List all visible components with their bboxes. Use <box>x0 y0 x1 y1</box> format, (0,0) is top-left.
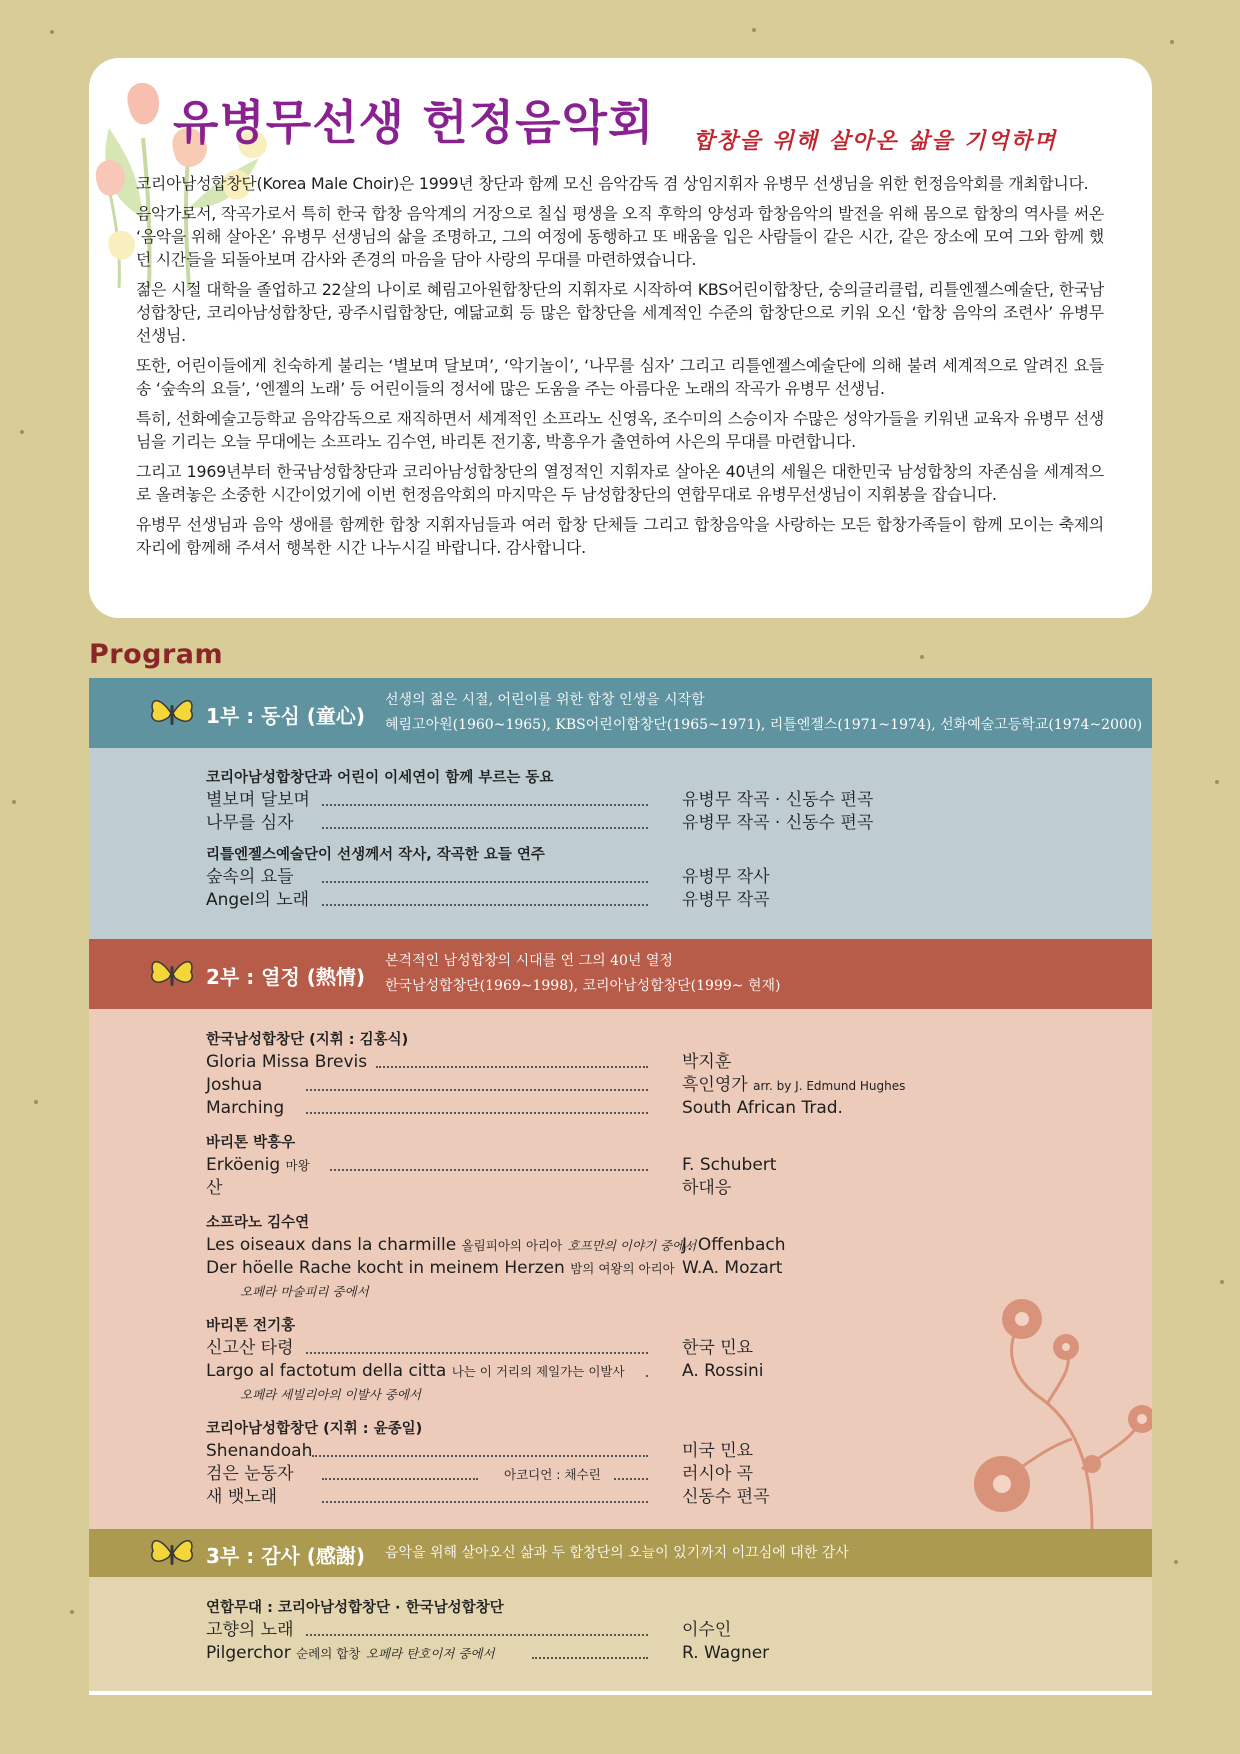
part1-body <box>89 748 1152 939</box>
program-item <box>206 1463 1006 1486</box>
piece-title: 산 <box>206 1178 223 1198</box>
butterfly-icon <box>149 954 195 994</box>
group-title: 바리톤 전기홍 <box>206 1318 296 1334</box>
intro-paragraph: 유병무 선생님과 음악 생애를 함께한 합창 지휘자님들과 여러 합창 단체들 그리고 합창음악을 사랑하는 모든 합창가족들이 함께 모이는 축제의 자리에 함께해 주셔서 행복한 시간 나누시길 바랍니다. 감사합니다. <box>136 515 1104 557</box>
group-title: 한국남성합창단 (지휘 : 김홍식) <box>206 1032 409 1048</box>
piece-subtitle: 마왕 <box>285 1158 310 1173</box>
composer: South African Trad. <box>682 1098 843 1118</box>
piece-title-text: Largo al factotum della citta <box>206 1361 447 1381</box>
paper-speck <box>1174 1560 1178 1564</box>
part1-title: 1부 : 동심 (童心) <box>206 704 366 728</box>
piece-title <box>206 1234 696 1257</box>
piece-title: 숲속의 요들 <box>206 867 294 887</box>
intro-paragraph: 또한, 어린이들에게 친숙하게 불리는 ‘별보며 달보며’, ‘악기놀이’, ‘나무를 심자’ 그리고 리틀엔젤스예술단에 의해 불려 세계적으로 알려진 요들송 ‘숲속의 요들’, ‘엔젤의 노래’ 등 어린이들의 정서에 많은 도움을 주는 아름다운 노래의 작곡가 유병무 선생님. <box>136 356 1104 398</box>
butterfly-icon <box>149 693 195 733</box>
group-title: 바리톤 박흥우 <box>206 1135 296 1151</box>
part3-description: 음악을 위해 살아오신 삶과 두 합창단의 오늘이 있기까지 이끄심에 대한 감사 <box>385 1545 849 1561</box>
paper-speck <box>752 28 756 32</box>
concert-subtitle: 합창을 위해 살아온 삶을 기억하며 <box>693 128 1058 154</box>
intro-paragraph: 젊은 시절 대학을 졸업하고 22살의 나이로 혜림고아원합창단의 지휘자로 시작하여 KBS어린이합창단, 숭의글리클럽, 리틀엔젤스예술단, 한국남성합창단, 코리아남성합창단, 광주시립합창단, 예닮교회 등 많은 합창단을 세계적인 수준의 합창단으로 키워 오신 ‘합창 음악의 조련사’ 유병무 선생님. <box>136 280 1104 345</box>
program-heading: Program <box>89 639 224 670</box>
piece-title <box>206 1642 495 1665</box>
leader-dots <box>322 804 648 806</box>
piece-title: Marching <box>206 1098 285 1118</box>
intro-paragraph: 음악가로서, 작곡가로서 특히 한국 합창 음악계의 거장으로 칠십 평생을 오직 후학의 양성과 합창음악의 발전을 위해 몸으로 합창의 역사를 써온 ‘음악을 위해 살아온’ 유병무 선생님의 삶을 조명하고, 그의 여정에 동행하고 또 배움을 입은 사람들이 같은 시간, 같은 장소에 모여 그와 함께 했던 시간들을 되돌아보며 감사와 존경의 마음을 담아 사랑의 무대를 마련하였습니다. <box>136 204 1104 269</box>
composer-name: 흑인영가 <box>682 1075 748 1095</box>
piece-title: 고향의 노래 <box>206 1620 294 1640</box>
paper-speck <box>70 1610 74 1614</box>
composer: 미국 민요 <box>682 1441 754 1461</box>
intro-paragraph: 그리고 1969년부터 한국남성합창단과 코리아남성합창단의 열정적인 지휘자로 살아온 40년의 세월은 대한민국 남성합창의 자존심을 세계적으로 올려놓은 소중한 시간이었기에 이번 헌정음악회의 마지막은 두 남성합창단의 연합무대로 유병무선생님이 지휘봉을 잡습니다. <box>136 462 1104 504</box>
composer: J. Offenbach <box>682 1235 786 1255</box>
composer: 유병무 작사 <box>682 867 770 887</box>
program-item <box>206 1257 1006 1280</box>
leader-dots <box>376 1066 648 1068</box>
program-item <box>206 1097 1006 1120</box>
part1-header <box>89 678 1152 748</box>
intro-card <box>89 58 1152 618</box>
part1-history: 혜림고아원(1960~1965), KBS어린이합창단(1965~1971), 리틀엔젤스(1971~1974), 선화예술고등학교(1974~2000) <box>385 717 1143 733</box>
group-title: 연합무대 : 코리아남성합창단 · 한국남성합창단 <box>206 1600 504 1616</box>
group-title: 코리아남성합창단 (지휘 : 윤종일) <box>206 1421 423 1437</box>
piece-subtitle: 나는 이 거리의 제일가는 이발사 <box>451 1364 625 1379</box>
piece-source-note: 오페라 마술피리 중에서 <box>240 1284 369 1299</box>
part3-group <box>206 1597 1006 1665</box>
piece-title: 새 뱃노래 <box>206 1487 278 1507</box>
composer: R. Wagner <box>682 1643 770 1663</box>
piece-source: 호프만의 이야기 중에서 <box>567 1238 697 1253</box>
composer: F. Schubert <box>682 1155 777 1175</box>
part2-groups <box>206 1029 1006 1509</box>
program-item <box>206 1154 1006 1177</box>
composer: 이수인 <box>682 1620 732 1640</box>
program-item <box>206 866 1006 889</box>
part2-section <box>89 939 1152 1529</box>
composer: 한국 민요 <box>682 1338 754 1358</box>
arranger-note: arr. by J. Edmund Hughes <box>753 1079 906 1093</box>
leader-dots <box>322 1501 648 1503</box>
program-item <box>206 1440 1006 1463</box>
program-item <box>206 1051 1006 1074</box>
leader-dots <box>614 1478 648 1480</box>
paper-speck <box>50 30 54 34</box>
composer: 하대응 <box>682 1178 732 1198</box>
paper-speck <box>920 655 924 659</box>
program-item <box>206 1619 1006 1642</box>
paper-speck <box>20 430 24 434</box>
piece-title-text: Pilgerchor <box>206 1643 291 1663</box>
group-title: 리틀엔젤스예술단이 선생께서 작사, 작곡한 요들 연주 <box>206 847 545 863</box>
paper-speck <box>1215 780 1219 784</box>
piece-subtitle: 올림피아의 아리아 <box>461 1238 563 1253</box>
group-title: 코리아남성합창단과 어린이 이세연이 함께 부르는 동요 <box>206 770 554 786</box>
piece-subtitle: 밤의 여왕의 아리아 <box>570 1261 675 1276</box>
leader-dots <box>312 1455 648 1457</box>
part3-body <box>89 1577 1152 1691</box>
composer: 신동수 편곡 <box>682 1487 770 1507</box>
part3-section <box>89 1529 1152 1691</box>
program-box <box>89 678 1152 1695</box>
leader-dots <box>322 1478 478 1480</box>
piece-title-text: Erköenig <box>206 1155 281 1175</box>
piece-source: 오페라 탄호이저 중에서 <box>365 1646 495 1661</box>
leader-dots <box>322 904 648 906</box>
piece-title <box>206 1360 625 1383</box>
part3-title: 3부 : 감사 (感謝) <box>206 1544 366 1568</box>
program-item <box>206 1486 1006 1509</box>
program-item <box>206 1360 1006 1383</box>
program-item <box>206 1177 1006 1200</box>
part1-section <box>89 678 1152 939</box>
composer: 유병무 작곡 · 신동수 편곡 <box>682 813 874 833</box>
part2-title: 2부 : 열정 (熱情) <box>206 965 366 989</box>
piece-title: 검은 눈동자 <box>206 1464 294 1484</box>
paper-speck <box>1170 40 1174 44</box>
leader-dots <box>532 1657 648 1659</box>
piece-source-note: 오페라 세빌리아의 이발사 중에서 <box>240 1387 421 1402</box>
program-item <box>206 889 1006 912</box>
piece-title-text: Les oiseaux dans la charmille <box>206 1235 457 1255</box>
title-row <box>173 80 1133 160</box>
part3-header <box>89 1529 1152 1577</box>
program-item <box>206 812 1006 835</box>
intro-paragraph: 코리아남성합창단(Korea Male Choir)은 1999년 창단과 함께 모신 음악감독 겸 상임지휘자 유병무 선생님을 위한 헌정음악회를 개최합니다. <box>136 174 1089 193</box>
piece-title: Gloria Missa Brevis <box>206 1052 368 1072</box>
intro-body <box>136 172 1104 566</box>
composer: 유병무 작곡 · 신동수 편곡 <box>682 790 874 810</box>
part2-description: 본격적인 남성합창의 시대를 연 그의 40년 열정 <box>385 953 673 969</box>
composer: W.A. Mozart <box>682 1258 783 1278</box>
leader-dots <box>306 1089 648 1091</box>
paper-speck <box>34 1100 38 1104</box>
leader-dots <box>330 1169 648 1171</box>
part2-body <box>89 1009 1152 1529</box>
leader-dots <box>306 1112 648 1114</box>
accompanist: 아코디언 : 채수린 <box>504 1467 601 1482</box>
composer: 박지훈 <box>682 1052 732 1072</box>
piece-subtitle: 순례의 합창 <box>296 1646 361 1661</box>
piece-title: Joshua <box>206 1075 263 1095</box>
leader-dots <box>322 881 648 883</box>
leader-dots <box>306 1634 648 1636</box>
paper-speck <box>12 800 16 804</box>
piece-title: Shenandoah <box>206 1441 313 1461</box>
leader-dots <box>646 1375 648 1377</box>
piece-title <box>206 1257 675 1280</box>
group-title: 소프라노 김수연 <box>206 1215 310 1231</box>
program-item <box>206 1337 1006 1360</box>
part1-group <box>206 767 1006 912</box>
part1-description: 선생의 젊은 시절, 어린이를 위한 합창 인생을 시작함 <box>385 692 705 708</box>
program-item <box>206 789 1006 812</box>
composer <box>682 1074 905 1098</box>
composer: 유병무 작곡 <box>682 890 770 910</box>
intro-paragraph: 특히, 선화예술고등학교 음악감독으로 재직하면서 세계적인 소프라노 신영옥, 조수미의 스승이자 수많은 성악가들을 키워낸 교육자 유병무 선생님을 기리는 오늘 무대에는 소프라노 김수연, 바리톤 전기홍, 박흥우가 출연하여 사은의 무대를 마련합니다. <box>136 409 1104 451</box>
piece-title: 나무를 심자 <box>206 813 294 833</box>
program-item <box>206 1074 1006 1097</box>
paper-speck <box>1220 1280 1224 1284</box>
leader-dots <box>322 827 648 829</box>
concert-title: 유병무선생 헌정음악회 <box>173 96 655 151</box>
part2-header <box>89 939 1152 1009</box>
program-item <box>206 1642 1006 1665</box>
leader-dots <box>306 1352 648 1354</box>
program-item <box>206 1234 1006 1257</box>
piece-title: 신고산 타령 <box>206 1338 294 1358</box>
part2-history: 한국남성합창단(1969~1998), 코리아남성합창단(1999~ 현재) <box>385 978 781 994</box>
composer: 러시아 곡 <box>682 1464 754 1484</box>
butterfly-icon <box>149 1533 195 1573</box>
piece-title <box>206 1154 310 1177</box>
piece-title: 별보며 달보며 <box>206 790 310 810</box>
composer: A. Rossini <box>682 1361 764 1381</box>
piece-title-text: Der höelle Rache kocht in meinem Herzen <box>206 1258 565 1278</box>
piece-title: Angel의 노래 <box>206 890 310 910</box>
